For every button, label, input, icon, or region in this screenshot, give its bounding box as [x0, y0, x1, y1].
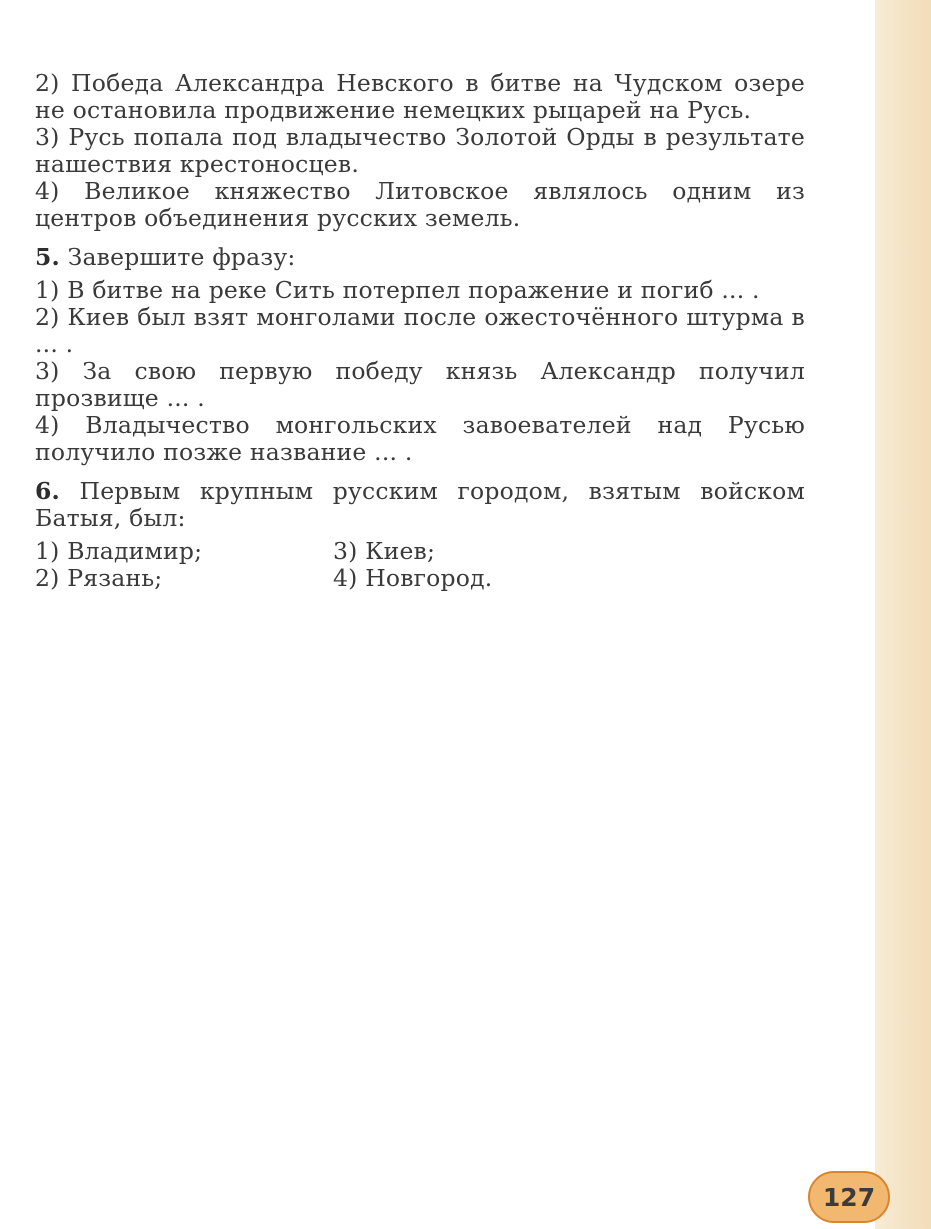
- page-margin-strip: [875, 0, 931, 1229]
- question-6-option-2: 2) Рязань;: [35, 564, 163, 592]
- question-6-options: [35, 538, 805, 592]
- question-6-prompt: Первым крупным русским городом, взятым войском Батыя, был:: [35, 477, 806, 532]
- question-6-number: 6.: [35, 477, 60, 505]
- question-5-item-4: 4) Владычество монгольских завоевателей над Русью получило позже название ... .: [35, 411, 805, 466]
- question-6-option-3: 3) Киев;: [333, 537, 436, 565]
- question-5-number: 5.: [35, 243, 60, 271]
- question-5-prompt: Завершите фразу:: [67, 243, 296, 271]
- page-content: [35, 70, 805, 592]
- question-5-item-1: 1) В битве на реке Сить потерпел поражение и погиб ... .: [35, 276, 760, 304]
- statement-4: 4) Великое княжество Литовское являлось одним из центров объединения русских земель.: [35, 177, 805, 232]
- question-5-item-3: 3) За свою первую победу князь Александр получил прозвище ... .: [35, 357, 805, 412]
- question-5-heading: [35, 244, 805, 271]
- question-6-heading: [35, 478, 805, 532]
- statement-2: 2) Победа Александра Невского в битве на Чудском озере не остановила продвижение немецких рыцарей на Русь.: [35, 69, 805, 124]
- question-6-option-4: 4) Новгород.: [333, 564, 493, 592]
- statement-3: 3) Русь попала под владычество Золотой Орды в результате нашествия крестоносцев.: [35, 123, 805, 178]
- page-number: 127: [822, 1182, 876, 1212]
- question-5-item-2: 2) Киев был взят монголами после ожесточённого штурма в ... .: [35, 303, 805, 358]
- page-number-badge: [808, 1171, 890, 1223]
- question-6-option-1: 1) Владимир;: [35, 537, 203, 565]
